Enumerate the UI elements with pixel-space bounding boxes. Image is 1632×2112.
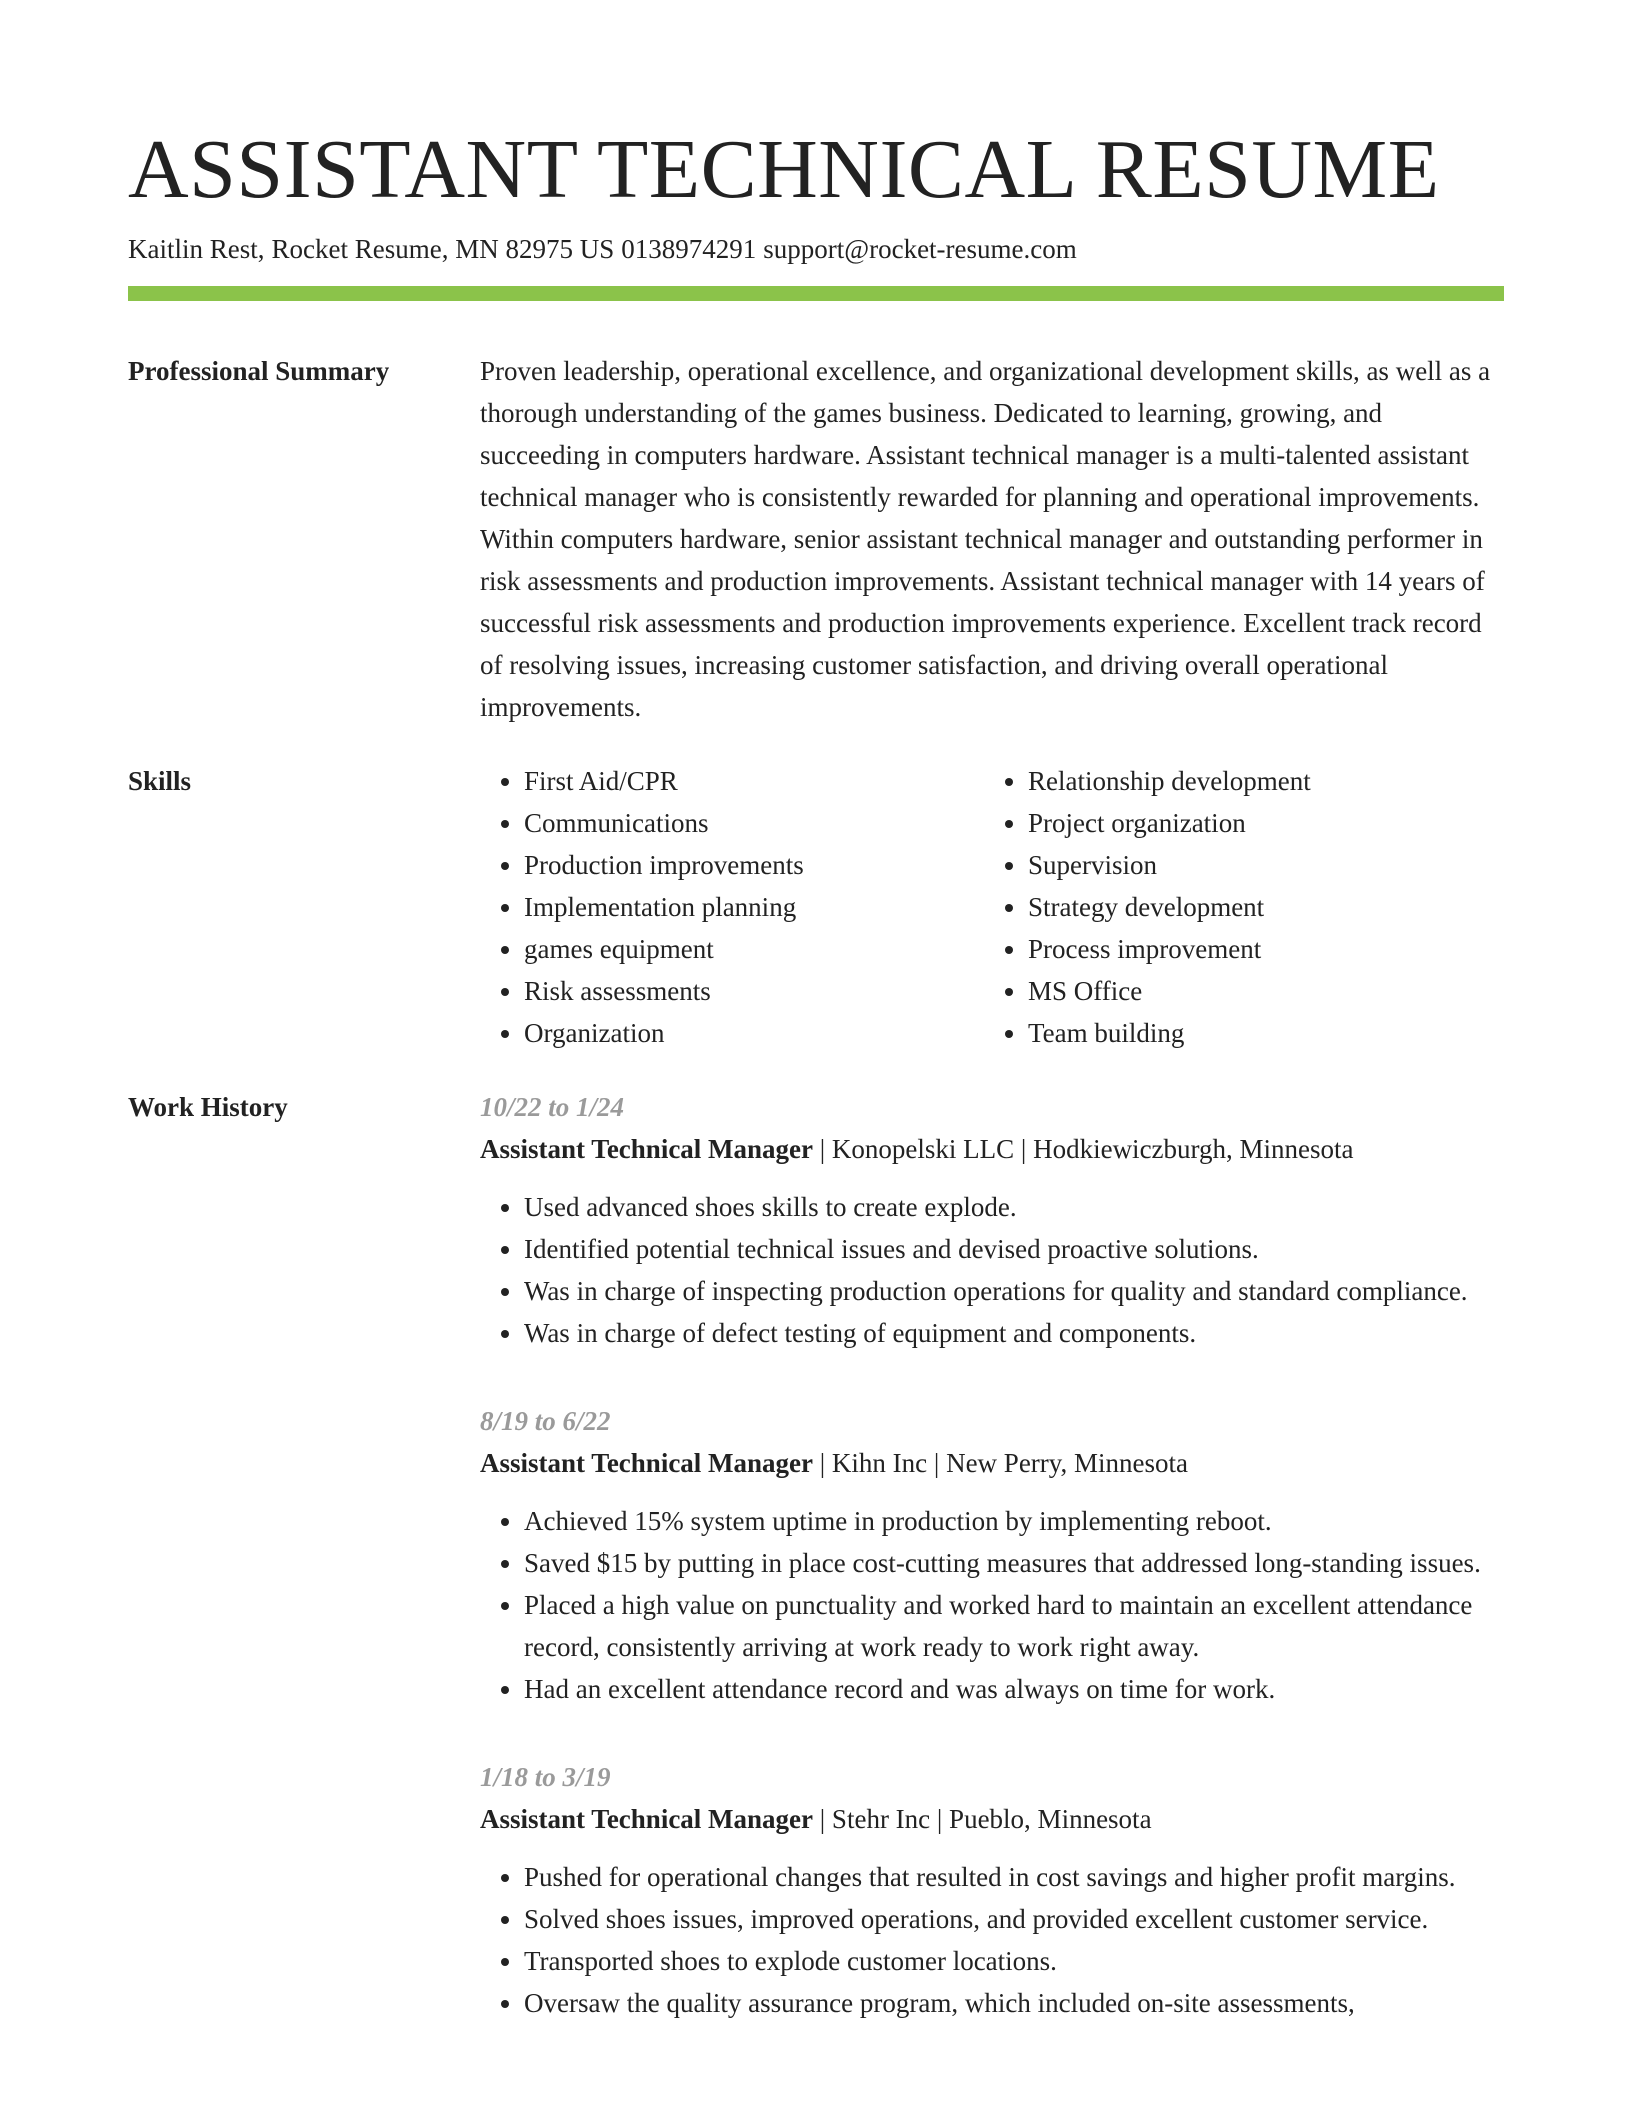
skill-item: • Process improvement [1028, 928, 1488, 970]
skills-heading: Skills [128, 766, 192, 796]
contact-email: support@rocket-resume.com [763, 234, 1077, 264]
job-heading [480, 1798, 1504, 1840]
job-bullet: • Used advanced shoes skills to create explode. [524, 1186, 1504, 1228]
job-dates: 1/18 to 3/19 [480, 1762, 611, 1792]
job-bullet: • Was in charge of inspecting production operations for quality and standard compliance. [524, 1270, 1504, 1312]
skill-item: • Supervision [1028, 844, 1488, 886]
job-entry [480, 1400, 1504, 1710]
skill-item: • Organization [524, 1012, 984, 1054]
skill-item: • Relationship development [1028, 760, 1488, 802]
skill-item: • MS Office [1028, 970, 1488, 1012]
skill-item: • Strategy development [1028, 886, 1488, 928]
skill-item: • Risk assessments [524, 970, 984, 1012]
skills-left-list [480, 760, 984, 1054]
job-heading [480, 1128, 1504, 1170]
skill-item: • First Aid/CPR [524, 760, 984, 802]
header-divider [128, 286, 1504, 301]
job-title: Assistant Technical Manager [480, 1804, 814, 1834]
job-bullet: • Saved $15 by putting in place cost-cutting measures that addressed long-standing issues. [524, 1542, 1504, 1584]
skill-item: • Project organization [1028, 802, 1488, 844]
job-employer-location: | Stehr Inc | Pueblo, Minnesota [813, 1804, 1152, 1834]
job-bullet: • Was in charge of defect testing of equipment and components. [524, 1312, 1504, 1354]
resume-content [128, 350, 1504, 2070]
work-history-heading: Work History [128, 1092, 288, 1122]
job-title: Assistant Technical Manager [480, 1134, 814, 1164]
job-bullet: • Achieved 15% system uptime in production by implementing reboot. [524, 1500, 1504, 1542]
job-heading [480, 1442, 1504, 1484]
skill-item: • Implementation planning [524, 886, 984, 928]
skills-section [128, 760, 1504, 1054]
job-bullet: • Placed a high value on punctuality and worked hard to maintain an excellent attendance record, consistently arriving at work ready to work right away. [524, 1584, 1504, 1668]
job-bullet: • Oversaw the quality assurance program, which included on-site assessments, [524, 1982, 1504, 2024]
job-entry [480, 1756, 1504, 2024]
summary-text: Proven leadership, operational excellence, and organizational development skills, as well as a thorough understanding of the games business. Dedicated to learning, growing, and succeeding in computers hardware. Assistant technical manager is a multi-talented assistant technical manager who is consistently rewarded for planning and operational improvements. Within computers hardware, senior assistant technical manager and outstanding performer in risk assessments and production improvements. Assistant technical manager with 14 years of successful risk assessments and production improvements experience. Excellent track record of resolving issues, increasing customer satisfaction, and driving overall operational improvements. [480, 356, 1491, 722]
job-bullet: • Transported shoes to explode customer locations. [524, 1940, 1504, 1982]
job-bullet: • Had an excellent attendance record and was always on time for work. [524, 1668, 1504, 1710]
job-bullet: • Identified potential technical issues and devised proactive solutions. [524, 1228, 1504, 1270]
job-employer-location: | Kihn Inc | New Perry, Minnesota [813, 1448, 1189, 1478]
contact-line [128, 232, 1077, 266]
work-history-section [128, 1086, 1504, 2070]
job-bullets [480, 1500, 1504, 1710]
skill-item: • games equipment [524, 928, 984, 970]
summary-heading: Professional Summary [128, 356, 390, 386]
contact-address: Rocket Resume, MN 82975 US [271, 234, 615, 264]
job-bullet: • Pushed for operational changes that resulted in cost savings and higher profit margins. [524, 1856, 1504, 1898]
skill-item: • Communications [524, 802, 984, 844]
job-dates: 10/22 to 1/24 [480, 1092, 625, 1122]
skill-item: • Team building [1028, 1012, 1488, 1054]
resume-title: ASSISTANT TECHNICAL RESUME [128, 123, 1440, 216]
job-entry [480, 1086, 1504, 1354]
job-bullet: • Solved shoes issues, improved operations, and provided excellent customer service. [524, 1898, 1504, 1940]
job-bullets [480, 1186, 1504, 1354]
summary-section [128, 350, 1504, 728]
skills-grid [480, 760, 1504, 1054]
skill-item: • Production improvements [524, 844, 984, 886]
job-title: Assistant Technical Manager [480, 1448, 814, 1478]
contact-name: Kaitlin Rest, [128, 234, 265, 264]
contact-phone: 0138974291 [621, 234, 757, 264]
job-dates: 8/19 to 6/22 [480, 1406, 611, 1436]
skills-right-list [984, 760, 1488, 1054]
job-bullets [480, 1856, 1504, 2024]
job-employer-location: | Konopelski LLC | Hodkiewiczburgh, Minnesota [813, 1134, 1354, 1164]
